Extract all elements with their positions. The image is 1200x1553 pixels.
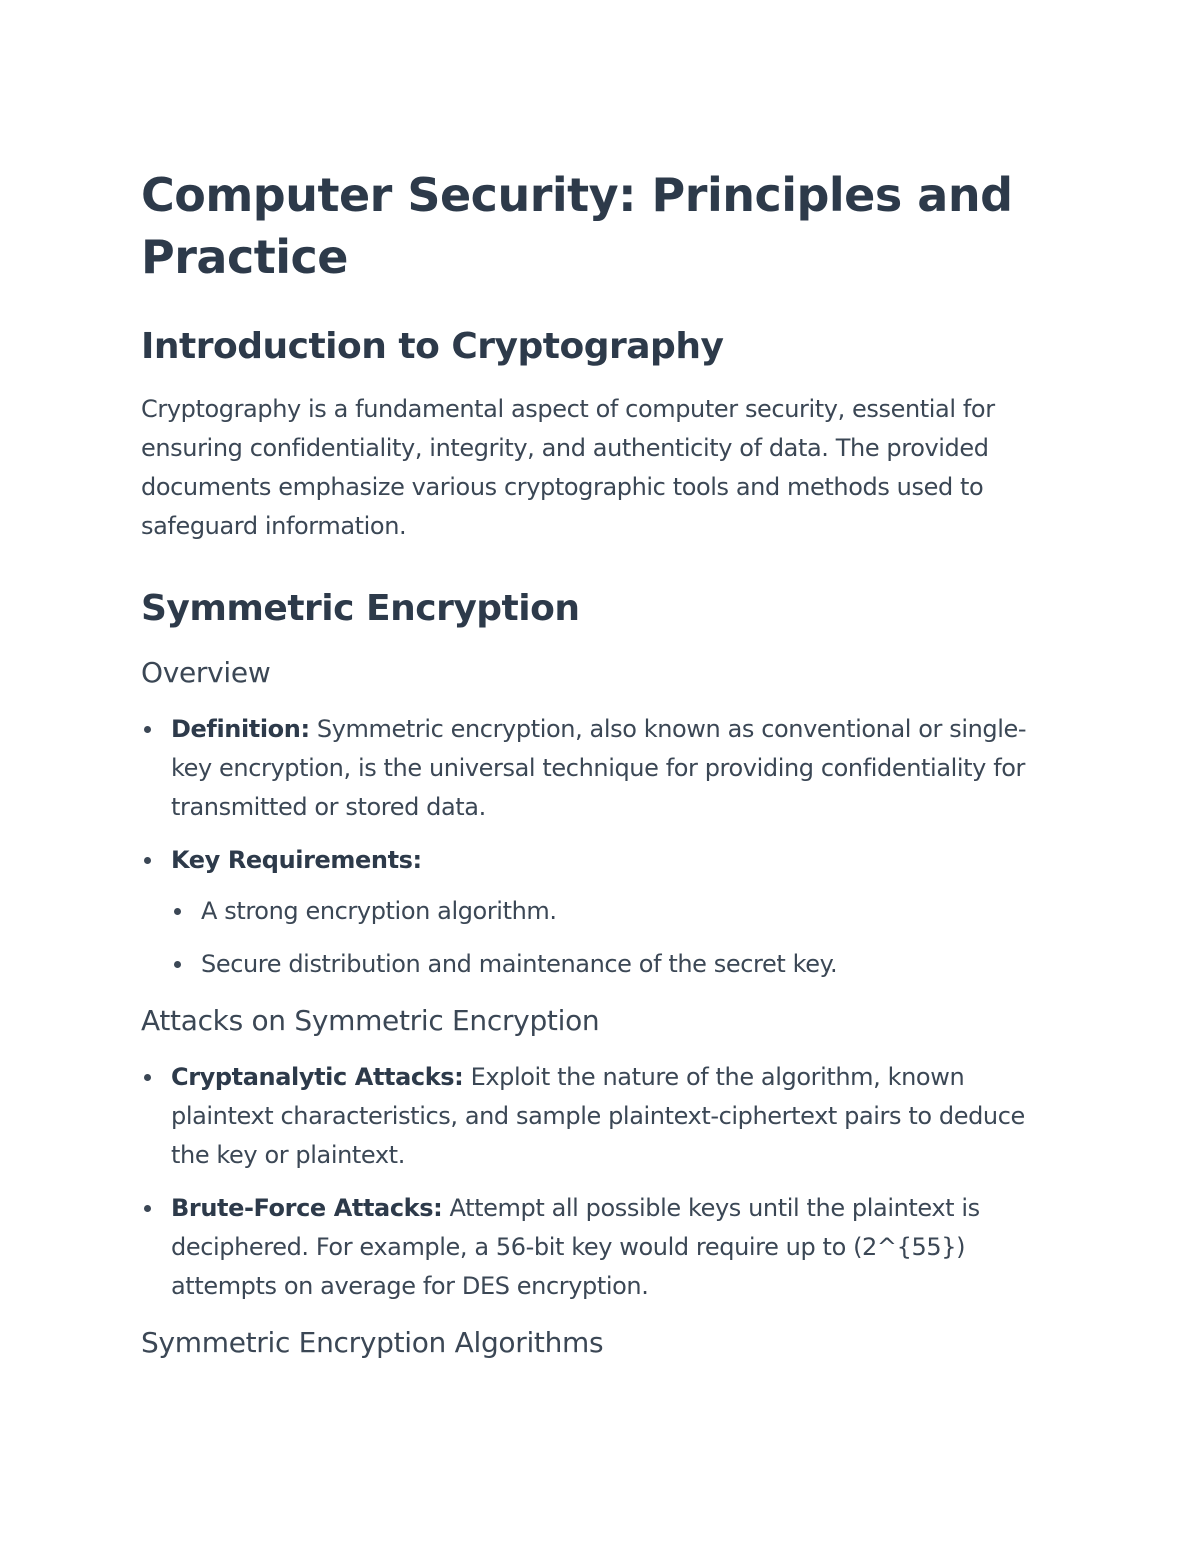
attacks-heading: Attacks on Symmetric Encryption: [141, 1004, 600, 1037]
definition-text: Symmetric encryption, also known as conventional or single-key encryption, is the universal technique for providing confidentiality for transmitted or stored data.: [171, 715, 1027, 821]
attacks-list: [141, 1058, 1061, 1306]
cryptanalytic-attacks-item: [141, 1058, 1061, 1175]
overview-list: [141, 710, 1061, 984]
definition-item: [141, 710, 1061, 827]
document-title: Computer Security: Principles and Practice: [141, 168, 1013, 284]
cryptanalytic-label: Cryptanalytic Attacks:: [171, 1063, 464, 1091]
key-requirements-label: Key Requirements:: [171, 846, 422, 874]
brute-force-attacks-item: [141, 1189, 1061, 1306]
key-requirements-sublist: [171, 892, 1061, 984]
overview-heading: Overview: [141, 656, 271, 689]
brute-force-text: Attempt all possible keys until the plaintext is deciphered. For example, a 56-bit key would require up to (2^{55}) attempts on average for DES encryption.: [171, 1194, 980, 1300]
intro-paragraph: Cryptography is a fundamental aspect of computer security, essential for ensuring confidentiality, integrity, and authenticity of data. The provided documents emphasize various cryptographic tools and methods used to safeguard information.: [141, 395, 995, 540]
algorithms-heading: Symmetric Encryption Algorithms: [141, 1326, 604, 1359]
symmetric-encryption-heading: Symmetric Encryption: [141, 588, 580, 629]
key-requirements-item: [141, 841, 1061, 984]
key-requirement-item: Secure distribution and maintenance of the secret key.: [171, 945, 1061, 984]
brute-force-label: Brute-Force Attacks:: [171, 1194, 443, 1222]
cryptanalytic-text: Exploit the nature of the algorithm, known plaintext characteristics, and sample plaintext-ciphertext pairs to deduce the key or plaintext.: [171, 1063, 1025, 1169]
intro-heading: Introduction to Cryptography: [141, 326, 724, 367]
document-content: [141, 164, 1061, 1362]
key-requirement-item: A strong encryption algorithm.: [171, 892, 1061, 931]
definition-label: Definition:: [171, 715, 310, 743]
